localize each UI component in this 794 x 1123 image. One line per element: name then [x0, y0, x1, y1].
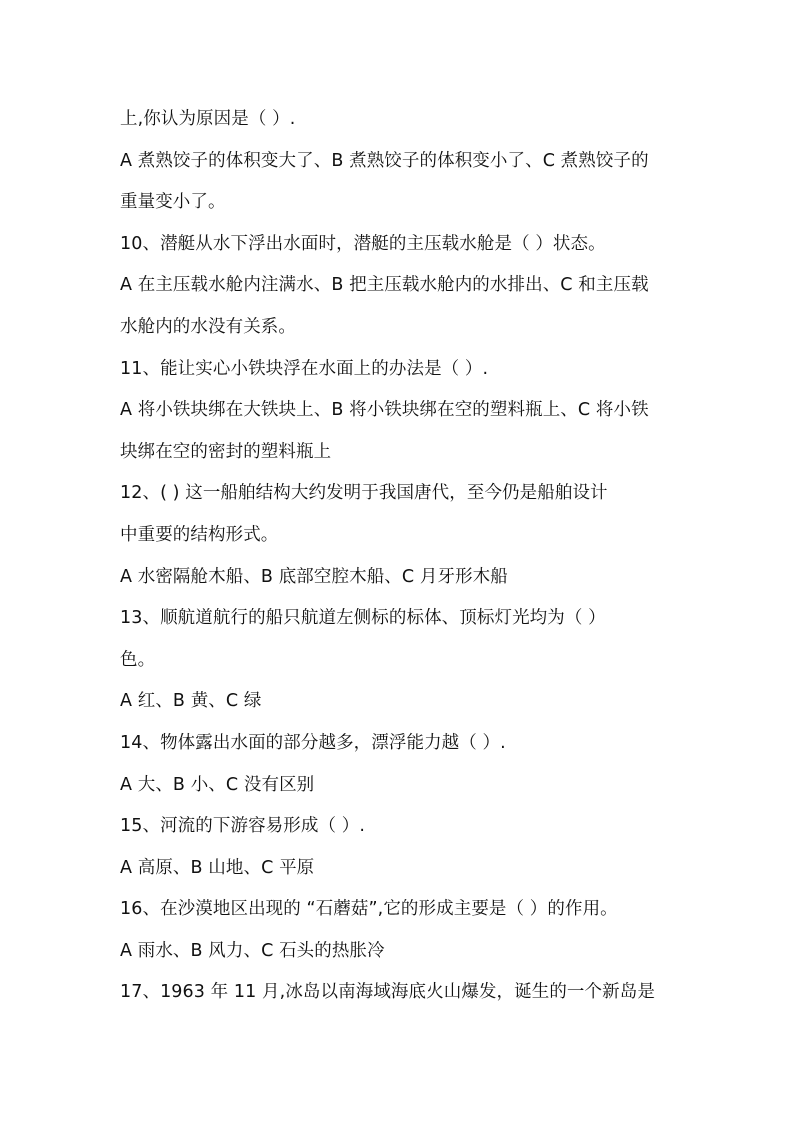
question-11: 11、能让实心小铁块浮在水面上的办法是（ ）.: [120, 358, 489, 379]
question-16: 16、在沙漠地区出现的 “石蘑菇”,它的形成主要是（ ）的作用。: [120, 899, 618, 920]
question-14: 14、物体露出水面的部分越多，漂浮能力越（ ）.: [120, 732, 506, 753]
question-10-options: A 在主压载水舱内注满水、B 把主压载水舱内的水排出、C 和主压载: [120, 275, 649, 296]
question-13: 13、顺航道航行的船只航道左侧标的标体、顶标灯光均为（ ）: [120, 608, 606, 629]
question-text-block: [120, 99, 680, 1014]
question-15: 15、河流的下游容易形成（ ）.: [120, 816, 365, 837]
text-line-3: 重量变小了。: [120, 192, 226, 213]
question-14-options: A 大、B 小、C 没有区别: [120, 774, 315, 795]
question-10-options-cont: 水舱内的水没有关系。: [120, 316, 296, 337]
question-10: 10、潜艇从水下浮出水面时，潜艇的主压载水舱是（ ）状态。: [120, 233, 606, 254]
question-12-cont: 中重要的结构形式。: [120, 524, 279, 545]
question-15-options: A 高原、B 山地、C 平原: [120, 857, 315, 878]
question-13-cont: 色。: [120, 649, 156, 670]
question-11-options-cont: 块绑在空的密封的塑料瓶上: [120, 441, 332, 462]
question-12: 12、( ) 这一船舶结构大约发明于我国唐代，至今仍是船舶设计: [120, 483, 608, 504]
text-line-2: A 煮熟饺子的体积变大了、B 煮熟饺子的体积变小了、C 煮熟饺子的: [120, 150, 649, 171]
question-11-options: A 将小铁块绑在大铁块上、B 将小铁块绑在空的塑料瓶上、C 将小铁: [120, 400, 649, 421]
question-17: 17、1963 年 11 月,冰岛以南海域海底火山爆发，诞生的一个新岛是: [120, 982, 655, 1003]
question-13-options: A 红、B 黄、C 绿: [120, 691, 262, 712]
text-line-1: 上,你认为原因是（ ）.: [120, 109, 296, 129]
question-12-options: A 水密隔舱木船、B 底部空腔木船、C 月牙形木船: [120, 566, 508, 587]
question-16-options: A 雨水、B 风力、C 石头的热胀冷: [120, 940, 385, 961]
